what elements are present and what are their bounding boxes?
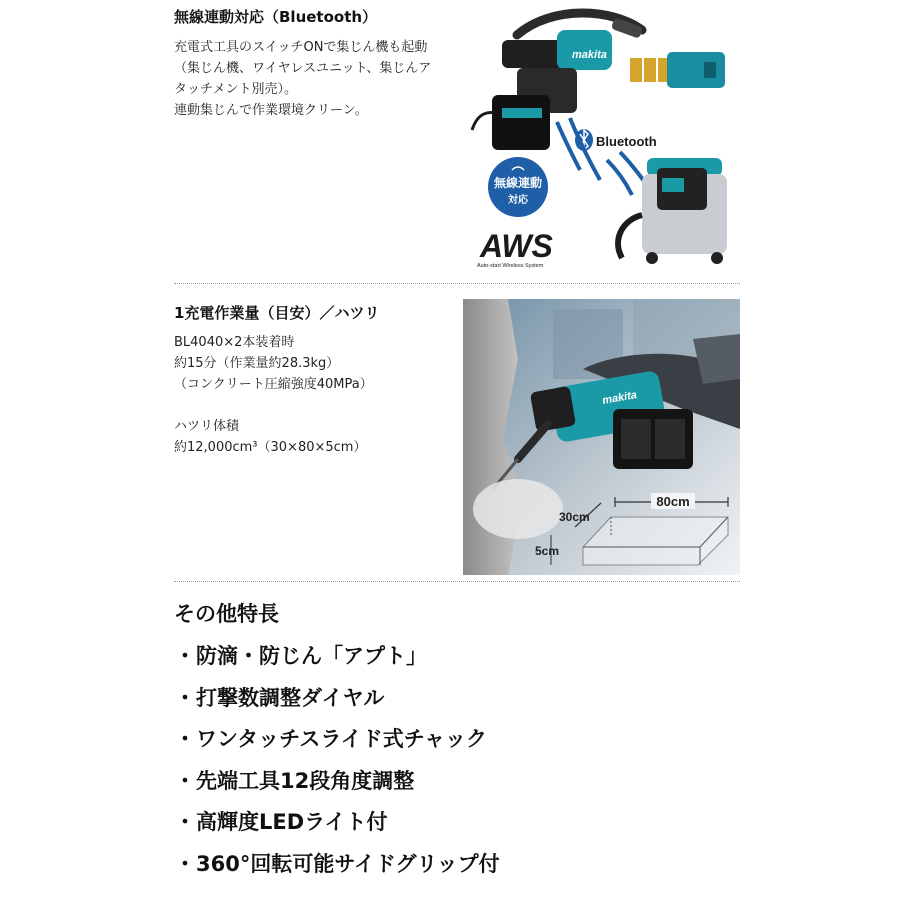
wireless-badge-icon bbox=[488, 157, 548, 217]
wireless-unit-icon bbox=[630, 52, 725, 88]
dimension-height: 5cm bbox=[535, 544, 560, 558]
description-line: 約15分（作業量約28.3kg） bbox=[174, 356, 340, 371]
description-line: 約12,000cm³（30×80×5cm） bbox=[174, 440, 367, 455]
capacity-description bbox=[174, 332, 454, 458]
bullet: ・ bbox=[174, 810, 196, 834]
dust-cloud bbox=[473, 479, 563, 539]
signal-arc bbox=[607, 160, 632, 195]
bullet: ・ bbox=[174, 727, 196, 751]
feature-item bbox=[174, 678, 500, 720]
dimension-depth: 30cm bbox=[559, 510, 590, 524]
feature-label: 防滴・防じん「アプト」 bbox=[196, 644, 427, 668]
wireless-description bbox=[174, 37, 464, 121]
dimension-width: 80cm bbox=[656, 494, 690, 509]
feature-item bbox=[174, 844, 500, 886]
feature-item bbox=[174, 636, 500, 678]
description-line: BL4040×2本装着時 bbox=[174, 335, 295, 350]
signal-arc bbox=[570, 118, 600, 180]
bullet: ・ bbox=[174, 768, 196, 793]
aws-subtitle: Auto-start Wireless System bbox=[477, 263, 544, 269]
badge-line1: 無線連動 bbox=[493, 176, 543, 190]
bullet: ・ bbox=[174, 685, 196, 710]
dust-extractor-icon bbox=[618, 158, 727, 264]
divider bbox=[174, 581, 740, 582]
aws-logo: AWS bbox=[480, 228, 553, 264]
divider bbox=[174, 283, 740, 284]
description-line: 連動集じんで作業環境クリーン。 bbox=[174, 103, 368, 118]
description-line bbox=[174, 395, 454, 416]
feature-label: ワンタッチスライド式チャック bbox=[196, 727, 488, 751]
chiseling-photo bbox=[463, 299, 740, 575]
feature-item bbox=[174, 761, 500, 803]
feature-label: 打撃数調整ダイヤル bbox=[196, 685, 385, 710]
section-title-wireless: 無線連動対応（Bluetooth） bbox=[174, 8, 378, 26]
wireless-illustration bbox=[462, 0, 740, 272]
description-line: （コンクリート圧縮強度40MPa） bbox=[174, 377, 373, 392]
feature-item bbox=[174, 719, 500, 761]
hammer-drill-icon bbox=[492, 30, 612, 150]
bullet: ・ bbox=[174, 851, 196, 876]
description-line: タッチメント別売）。 bbox=[174, 82, 297, 97]
badge-line2: 対応 bbox=[508, 195, 528, 206]
features-list bbox=[174, 636, 500, 885]
brand-logo: makita bbox=[601, 389, 638, 407]
description-line: ハツリ体積 bbox=[174, 419, 240, 434]
feature-label: 先端工具12段角度調整 bbox=[196, 768, 415, 793]
feature-label: 高輝度LEDライト付 bbox=[196, 810, 388, 834]
bluetooth-label: Bluetooth bbox=[596, 134, 657, 149]
feature-label: 360°回転可能サイドグリップ付 bbox=[196, 851, 500, 876]
bullet: ・ bbox=[174, 644, 196, 668]
features-title: その他特長 bbox=[174, 602, 279, 626]
description-line: （集じん機、ワイヤレスユニット、集じんア bbox=[174, 61, 432, 76]
section-title-capacity: 1充電作業量（目安）／ハツリ bbox=[174, 304, 380, 322]
brand-logo: makita bbox=[572, 49, 607, 61]
description-line: 充電式工具のスイッチONで集じん機も起動 bbox=[174, 40, 428, 55]
feature-item bbox=[174, 802, 500, 844]
